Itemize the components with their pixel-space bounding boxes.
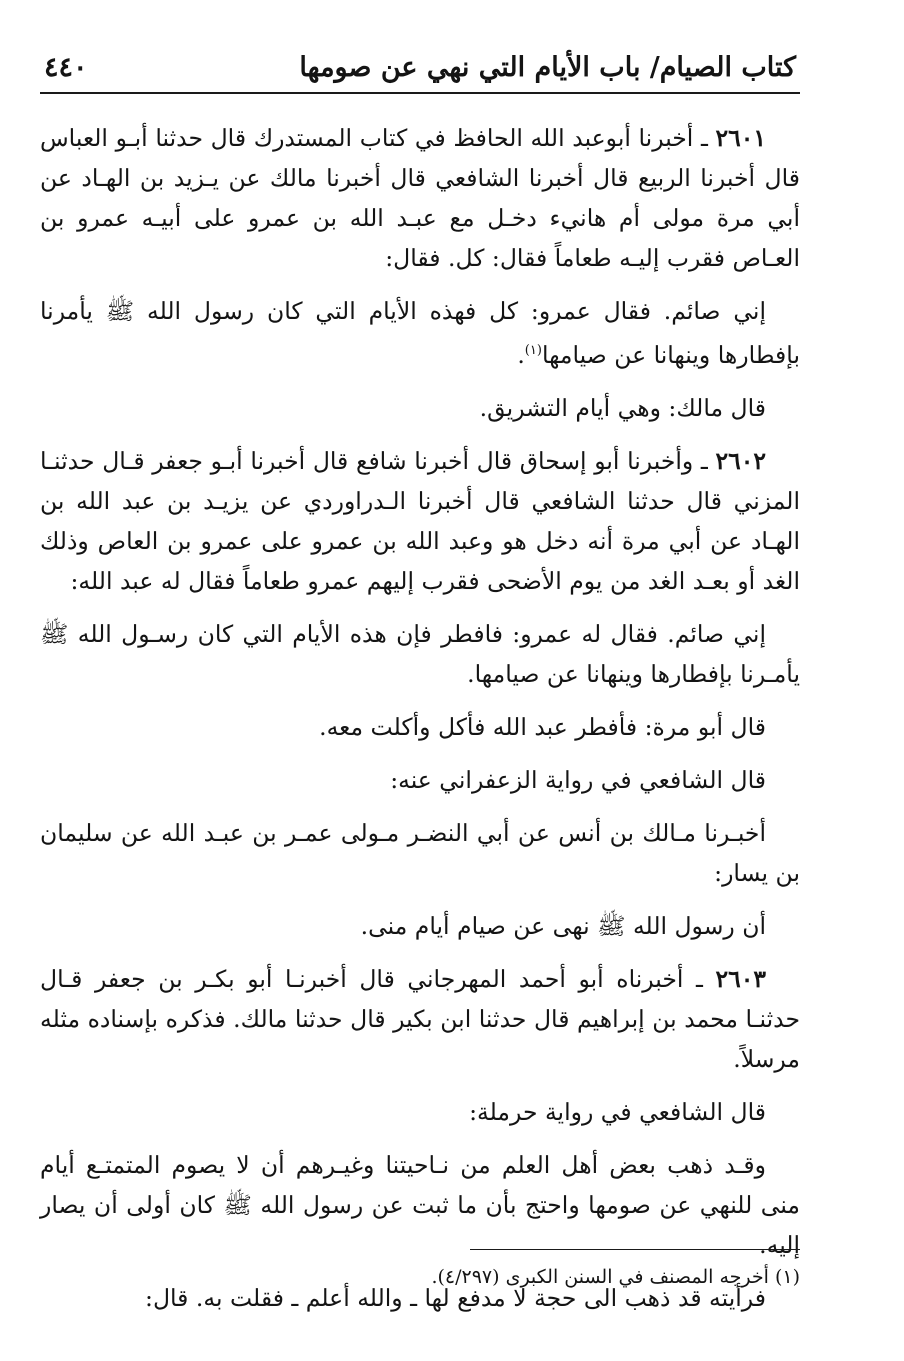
footnote-text: أخرجه المصنف في السنن الكبرى (٤/٢٩٧). xyxy=(431,1266,769,1288)
paragraph xyxy=(40,388,800,428)
paragraph-text: قال مالك: وهي أيام التشريق. xyxy=(479,393,766,422)
paragraph-text: فرأيته قد ذهب الى حجة لا مدفع لها ـ والله أعلم ـ فقلت به. قال: xyxy=(145,1283,766,1312)
running-header xyxy=(40,44,800,94)
paragraph xyxy=(40,906,800,946)
paragraph xyxy=(40,1145,800,1265)
paragraph-text: إني صائم. فقال عمرو: كل فهذه الأيام التي كان رسول الله ﷺ يأمرنا بإفطارها وينهانا عن صيامها xyxy=(40,297,800,369)
paragraph-text: ـ وأخبرنا أبو إسحاق قال أخبرنا شافع قال أخبرنا أبـو جعفر قـال حدثنـا المزني قال حدثنا الشافعي قال أخبرنا الـدراوردي عن يزيـد بن عبد الله بن الهـاد عن أبي مرة أنه دخل هو وعبد الله بن عمرو على عمرو بن العاص وذلك الغد أو بعـد الغد من يوم الأضحى فقرب إليهم عمرو طعاماً فقال له عبد الله: xyxy=(40,446,800,595)
footnote xyxy=(40,1262,800,1292)
footnote-divider xyxy=(470,1249,800,1250)
paragraph-text: قال الشافعي في رواية حرملة: xyxy=(469,1097,766,1126)
hadith-2602 xyxy=(40,441,800,601)
hadith-2603 xyxy=(40,959,800,1079)
paragraph-text: أخبـرنا مـالك بن أنس عن أبي النضـر مـولى عمـر بن عبـد الله عن سليمان بن يسار: xyxy=(40,818,800,887)
footnote-mark: (١) xyxy=(774,1266,800,1288)
hadith-2601 xyxy=(40,118,800,278)
footnote-reference: (١) xyxy=(524,343,542,358)
paragraph-tail: . xyxy=(517,340,525,369)
paragraph-text: قال أبو مرة: فأفطر عبد الله فأكل وأكلت معه. xyxy=(319,712,766,741)
paragraph-text: وقـد ذهب بعض أهل العلم من نـاحيتنا وغيـرهم أن لا يصوم المتمتـع أيام منى للنهي عن صومها واحتج بأن ما ثبت عن رسول الله ﷺ كان أولى أن يصار إليه. xyxy=(40,1150,800,1259)
paragraph-text: ـ أخبرنا أبوعبد الله الحافظ في كتاب المستدرك قال حدثنا أبـو العباس قال أخبرنا الربيع قال أخبرنا الشافعي قال أخبرنا مالك عن يـزيد بن الهـاد عن أبي مرة مولى أم هانيء دخـل مع عبـد الله بن عمرو على أبيـه عمرو بن العـاص فقرب إليـه طعاماً فقال: كل. فقال: xyxy=(40,124,800,272)
paragraph xyxy=(40,813,800,893)
paragraph-quote xyxy=(40,291,800,375)
paragraph-text: ـ أخبرناه أبو أحمد المهرجاني قال أخبرنـا أبو بكـر بن جعفر قـال حدثنـا محمد بن إبراهيم قال حدثنا ابن بكير قال حدثنا مالك. فذكره بإسناده مثله مرسلاً. xyxy=(40,964,800,1073)
paragraph-text: أن رسول الله ﷺ نهى عن صيام أيام منى. xyxy=(360,911,766,940)
hadith-number: ٢٦٠١ xyxy=(715,124,766,152)
paragraph-text: إني صائم. فقال له عمرو: فافطر فإن هذه الأيام التي كان رسـول الله ﷺ يأمـرنا بإفطارها وينهانا عن صيامها. xyxy=(40,619,800,688)
paragraph xyxy=(40,1092,800,1132)
paragraph xyxy=(40,760,800,800)
paragraph xyxy=(40,614,800,694)
hadith-number: ٢٦٠٣ xyxy=(715,964,766,993)
page-number: ٤٤٠ xyxy=(44,52,88,83)
hadith-number: ٢٦٠٢ xyxy=(715,446,766,475)
paragraph-text: قال الشافعي في رواية الزعفراني عنه: xyxy=(390,765,766,794)
paragraph xyxy=(40,707,800,747)
header-title: كتاب الصيام/ باب الأيام التي نهي عن صومها xyxy=(299,52,796,83)
